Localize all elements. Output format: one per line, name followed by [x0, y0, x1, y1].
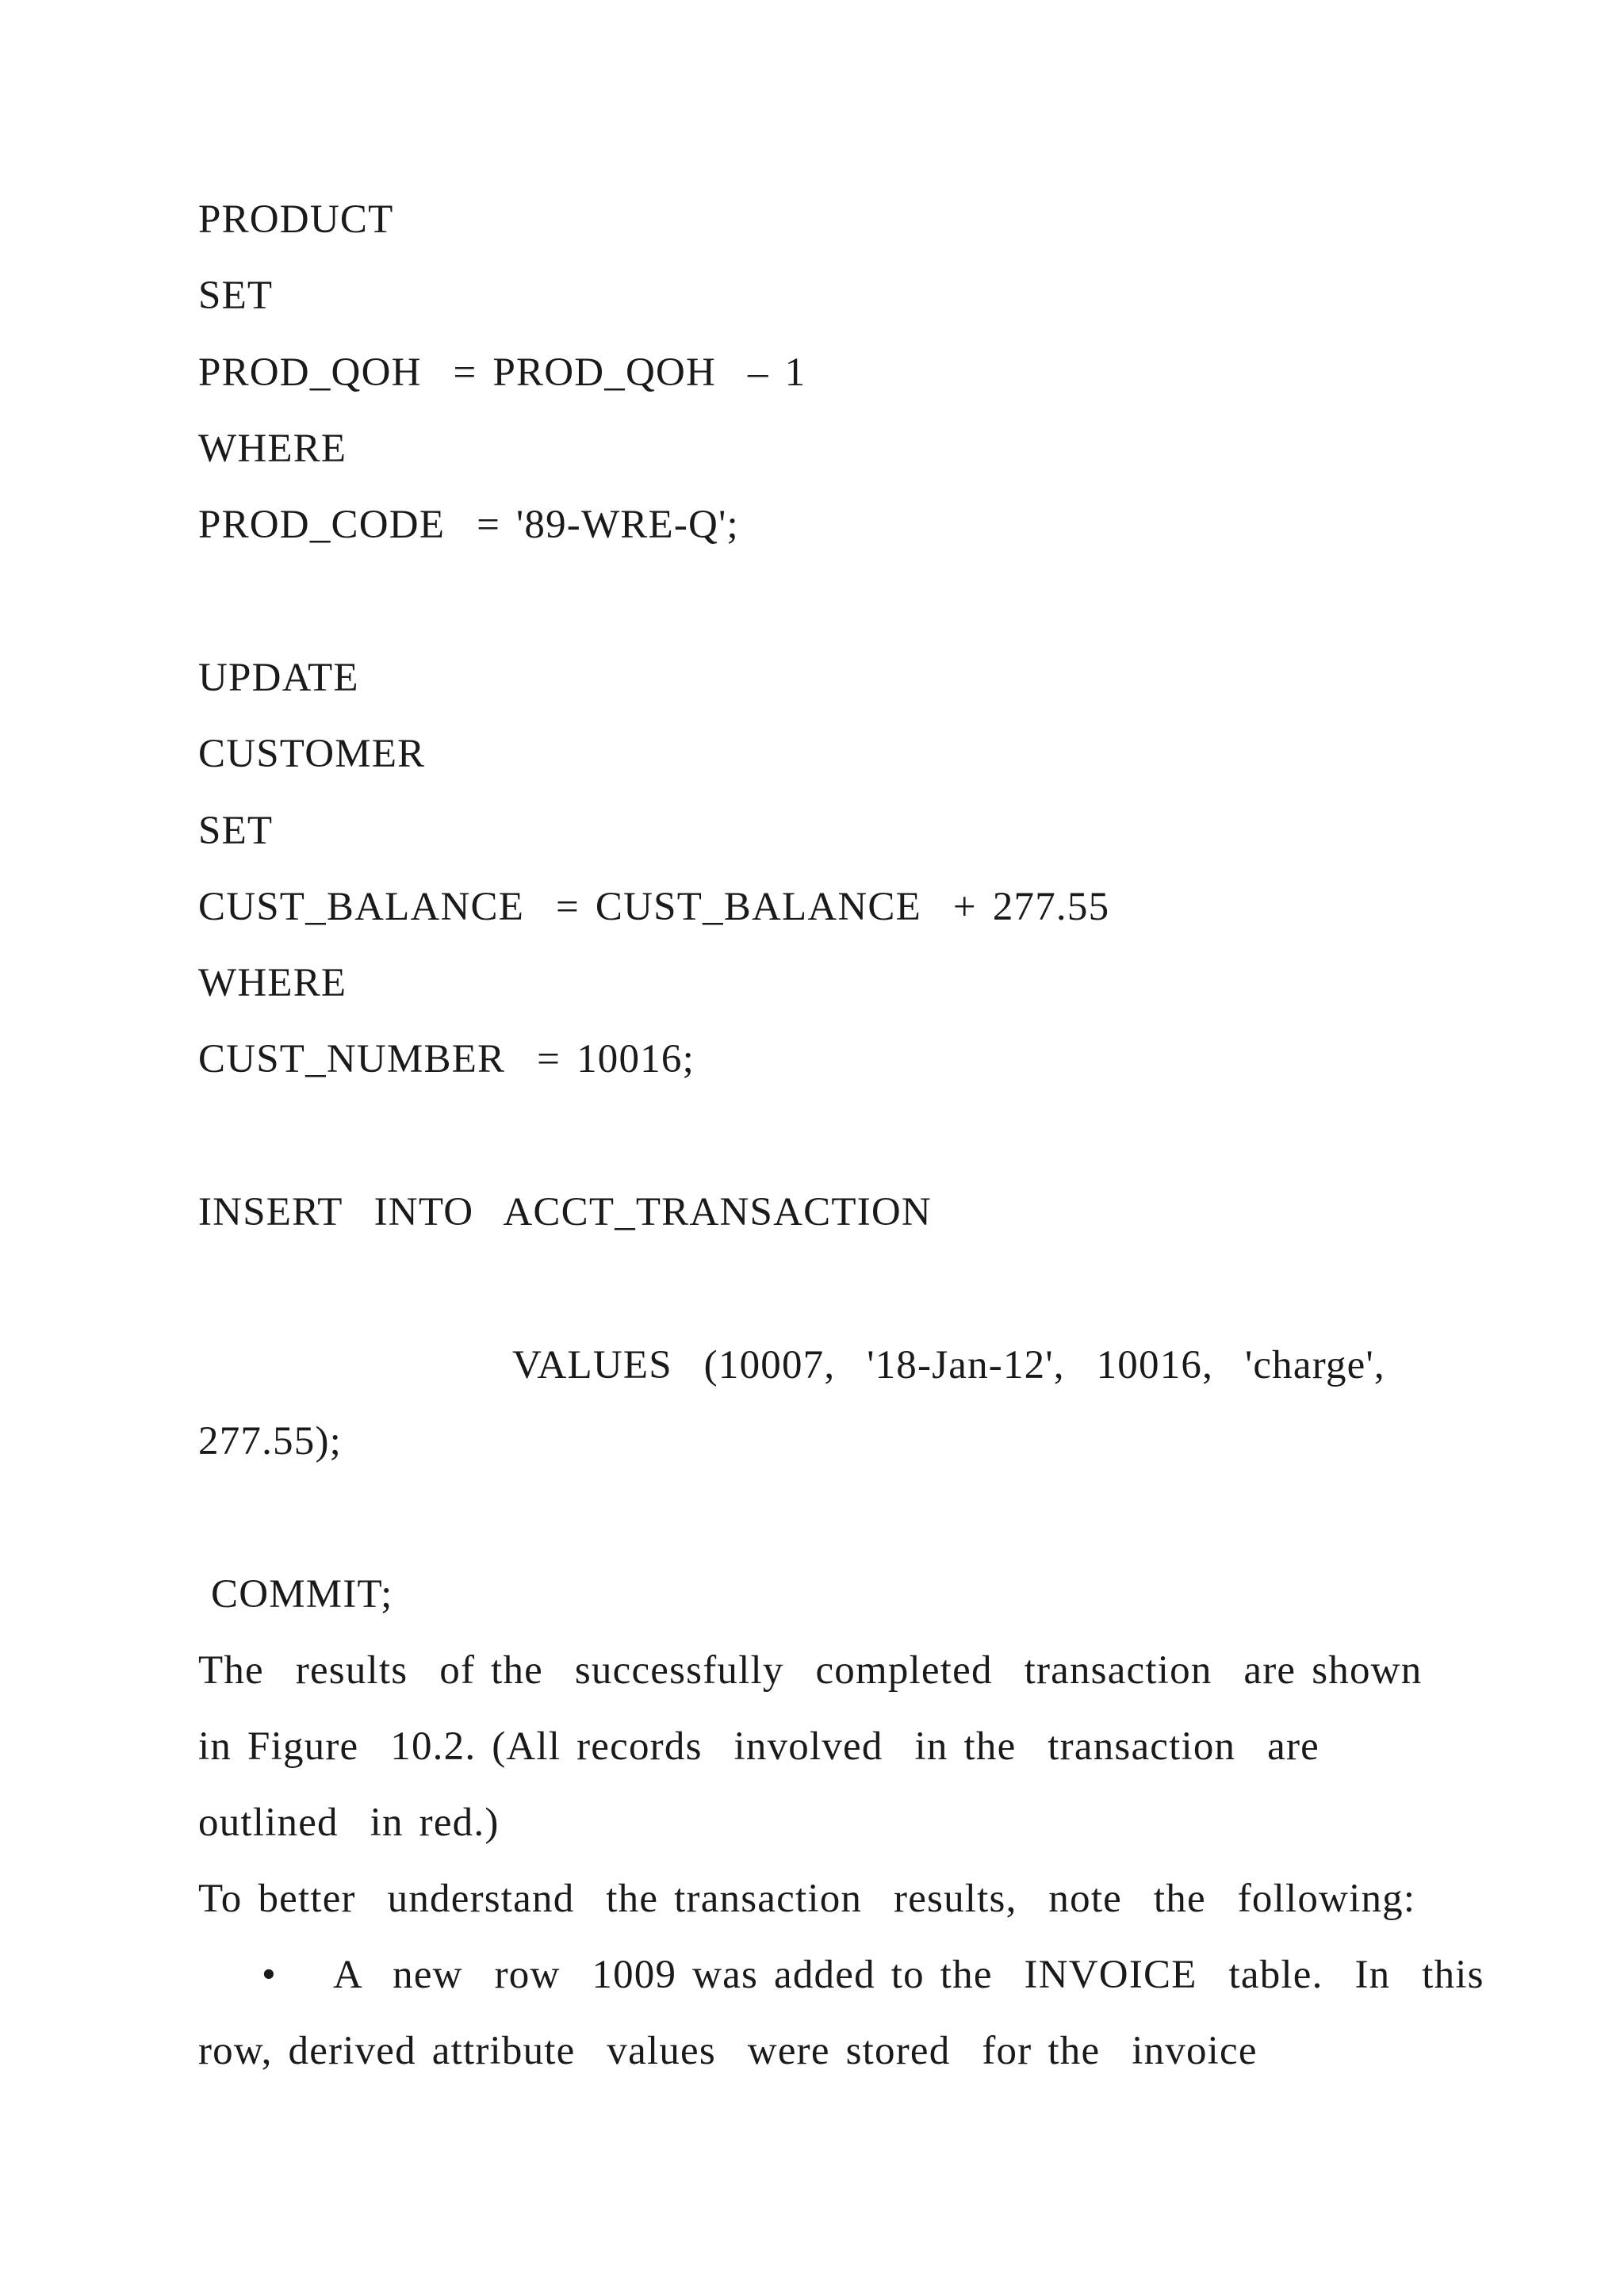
- code-line: SET: [198, 809, 274, 853]
- code-line: PROD_QOH = PROD_QOH – 1: [198, 350, 806, 395]
- code-line: CUST_NUMBER = 10016;: [198, 1037, 695, 1081]
- paragraph-line: The results of the successfully completed transaction are shown: [198, 1648, 1423, 1693]
- paragraph-line: To better understand the transaction results, note the following:: [198, 1877, 1416, 1921]
- code-line: COMMIT;: [211, 1572, 393, 1617]
- code-line: WHERE: [198, 961, 347, 1005]
- code-line: UPDATE: [198, 656, 359, 700]
- bullet-line: row, derived attribute values were stored for the invoice: [198, 2029, 1258, 2073]
- code-line: VALUES (10007, '18-Jan-12', 10016, 'charge',: [512, 1343, 1385, 1387]
- code-line: PRODUCT: [198, 197, 394, 242]
- code-line: PROD_CODE = '89-WRE-Q';: [198, 503, 739, 547]
- paragraph-line: in Figure 10.2. (All records involved in the transaction are: [198, 1724, 1320, 1769]
- code-line: WHERE: [198, 427, 347, 471]
- code-line: INSERT INTO ACCT_TRANSACTION: [198, 1190, 932, 1234]
- paragraph-line: outlined in red.): [198, 1800, 500, 1845]
- bullet-icon: •: [262, 1953, 276, 1997]
- code-line: CUST_BALANCE = CUST_BALANCE + 277.55: [198, 885, 1110, 929]
- code-line: CUSTOMER: [198, 732, 426, 776]
- bullet-line: A new row 1009 was added to the INVOICE table. In this: [333, 1953, 1484, 1997]
- code-line: 277.55);: [198, 1419, 343, 1464]
- code-line: SET: [198, 274, 274, 318]
